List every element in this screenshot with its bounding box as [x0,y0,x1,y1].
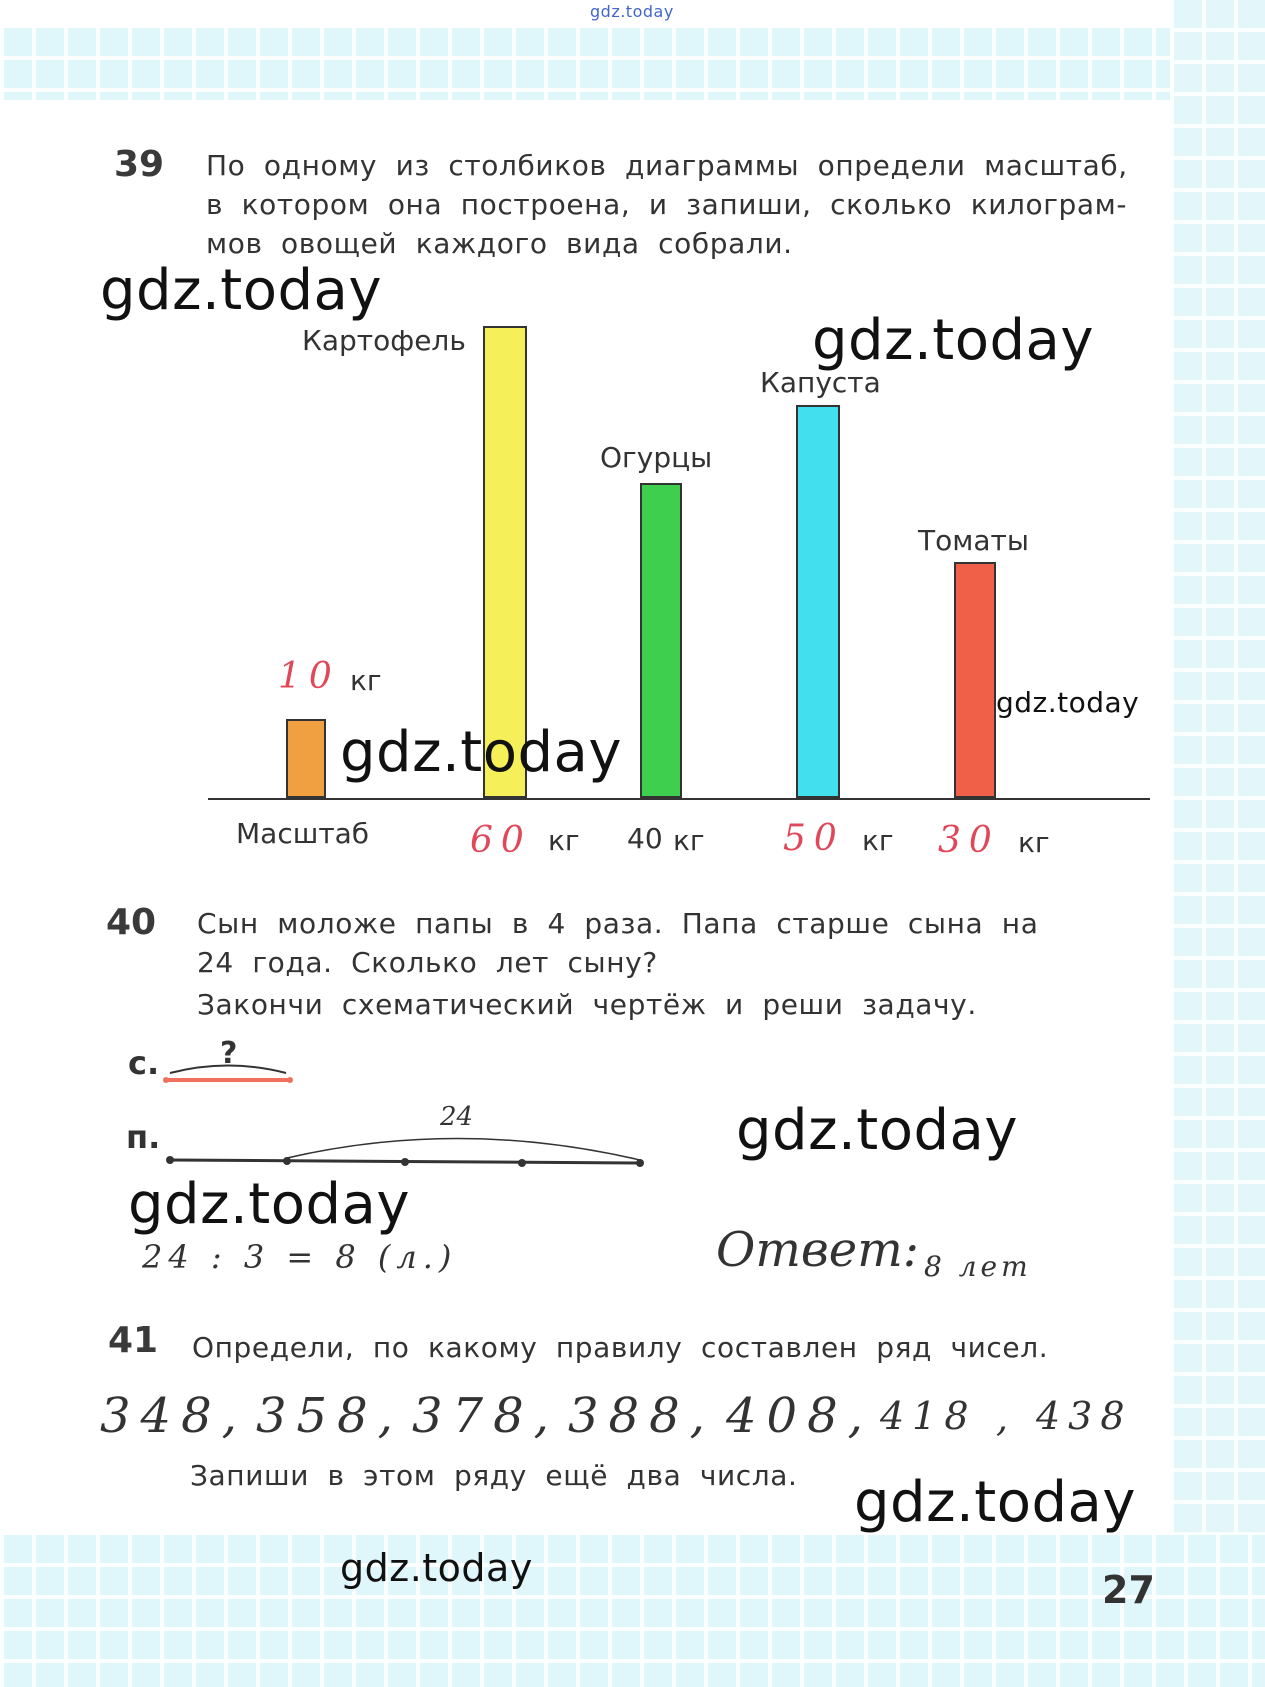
potato-value: 60 [470,820,532,861]
watermark-1: gdz.today [100,258,383,323]
dad-point-1 [283,1157,291,1165]
label-scale: Масштаб [236,817,370,850]
task-39-number: 39 [114,144,165,185]
task-39-line-3: мов овощей каждого вида собрали. [206,227,793,260]
watermark-3: gdz.today [996,686,1140,719]
watermark-4: gdz.today [340,720,623,785]
task-40-line-3: Закончи схематический чертёж и реши задачу. [197,988,977,1021]
answer-value: 8 лет [924,1250,1032,1283]
dad-point-2 [401,1158,409,1166]
watermark-top: gdz.today [590,2,674,21]
arc-label: 24 [440,1102,474,1132]
task-41-number: 41 [108,1320,159,1361]
son-point-start [163,1077,169,1083]
son-question: ? [220,1036,238,1071]
dad-point-0 [166,1156,174,1164]
potato-unit: кг [548,824,580,857]
label-cucumbers: Огурцы [600,441,713,474]
answer-label: Ответ: [716,1222,919,1278]
watermark-2: gdz.today [812,308,1095,373]
sequence-number-1: 348, [100,1388,247,1444]
dad-point-4 [636,1159,644,1167]
sequence-number-7: 438 [1036,1394,1133,1438]
cabbage-value: 50 [783,818,845,859]
son-label: с. [128,1044,160,1082]
cabbage-unit: кг [862,824,894,857]
scale-value-handwritten: 10 [278,656,340,697]
watermark-6: gdz.today [128,1172,411,1237]
son-point-end [287,1077,293,1083]
task-40-number: 40 [106,902,157,943]
cucumbers-value: 40 [627,822,663,855]
watermark-5: gdz.today [736,1098,1019,1163]
task-39-line-1: По одному из столбиков диаграммы определи масштаб, [206,149,1128,182]
page-number: 27 [1102,1568,1155,1612]
tomatoes-unit: кг [1018,826,1050,859]
label-tomatoes: Томаты [918,524,1029,557]
task-39-line-2: в котором она построена, и запиши, сколько килограм- [206,188,1128,221]
solution: 24 : 3 = 8 (л.) [142,1238,458,1276]
cucumbers-unit: кг [673,824,705,857]
label-potato: Картофель [302,324,466,357]
scale-unit: кг [350,664,382,697]
sequence-number-4: 388, [568,1388,715,1444]
dad-label: п. [126,1118,161,1156]
task-41-line-2: Запиши в этом ряду ещё два числа. [190,1459,798,1492]
watermark-7: gdz.today [854,1470,1137,1535]
task-40-line-1: Сын моложе папы в 4 раза. Папа старше сына на [197,907,1039,940]
sequence-number-5: 408, [726,1388,873,1444]
son-brace [170,1066,286,1074]
sequence-number-2: 358, [256,1388,403,1444]
sequence-number-3: 378, [412,1388,559,1444]
tomatoes-value: 30 [938,820,1000,861]
label-cabbage: Капуста [760,366,881,399]
dad-arc [287,1138,640,1160]
sequence-number-6: 418 [880,1394,977,1438]
task-40-line-2: 24 года. Сколько лет сыну? [197,946,658,979]
task-41-line-1: Определи, по какому правилу составлен ряд чисел. [192,1331,1049,1364]
sequence-comma: , [996,1396,1009,1440]
watermark-8: gdz.today [340,1546,533,1590]
dad-point-3 [518,1159,526,1167]
